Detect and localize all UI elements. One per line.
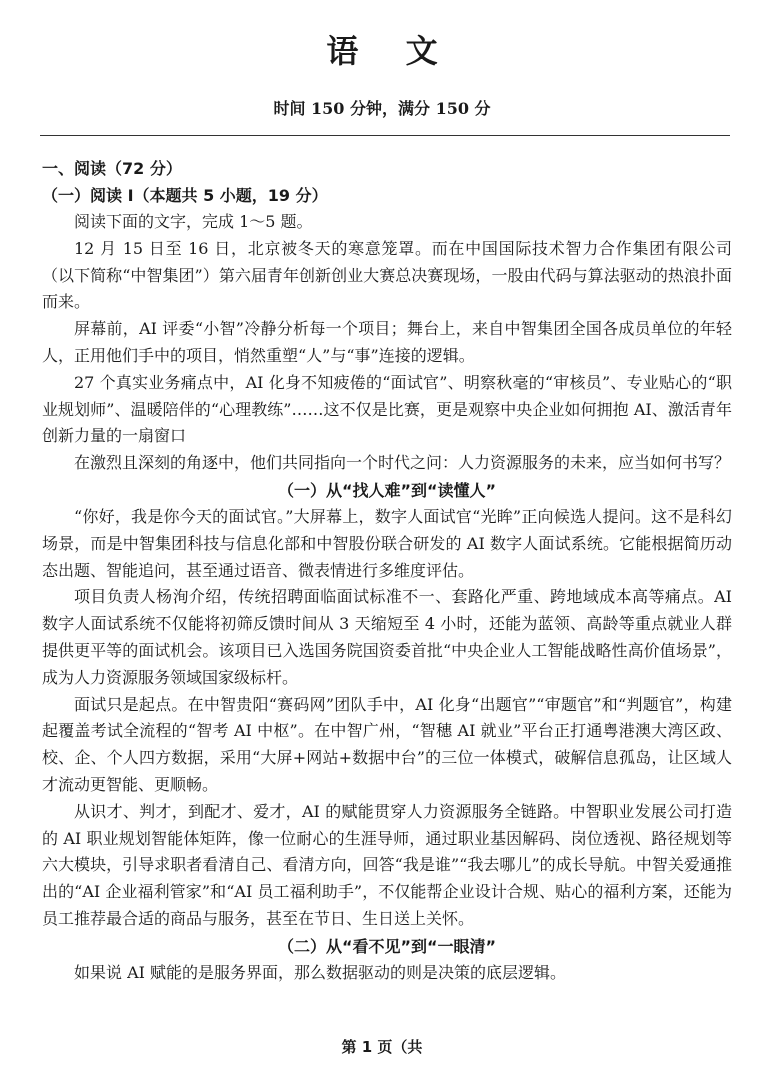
passage-paragraph: 在激烈且深刻的角逐中，他们共同指向一个时代之问：人力资源服务的未来，应当如何书写？ [74,453,731,473]
passage-paragraph: 如果说 AI 赋能的是服务界面，那么数据驱动的则是决策的底层逻辑。 [74,962,567,982]
page-number: 第 1 页（共 [341,1038,423,1056]
header-divider [40,135,730,136]
exam-time-info: 时间 150 分钟，满分 150 分 [273,99,491,118]
part-heading: （一）阅读 I（本题共 5 小题，19 分） [42,186,328,205]
subsection-heading: （二）从“看不见”到“一眼清” [277,936,497,956]
passage-paragraph: 面试只是起点。在中智贵阳“赛码网”团队手中，AI 化身“出题官”“审题官”和“判题官”，构建起覆盖考试全流程的“智考 AI 中枢”。在中智广州，“智穗 AI 就业”平台正打通粤港澳大湾区政、校、企、个人四方数据，采用“大屏+网站+数据中台”的三位一体模式，破解信息孤岛，让区域人才流动更智能、更顺畅。 [42,694,732,794]
passage-paragraph: 从识才、判才，到配才、爱才，AI 的赋能贯穿人力资源服务全链路。中智职业发展公司打造的 AI 职业规划智能体矩阵，像一位耐心的生涯导师，通过职业基因解码、岗位透视、路径规划等六大模块，引导求职者看清自己、看清方向，回答“我是谁”“我去哪儿”的成长导航。中智关爱通推出的“AI 企业福利管家”和“AI 员工福利助手”，不仅能帮企业设计合规、贴心的福利方案，还能为员工推荐最合适的商品与服务，甚至在节日、生日送上关怀。 [42,801,732,928]
subsection-heading: （一）从“找人难”到“读懂人” [277,480,497,500]
page-title: 语 文 [326,32,456,70]
passage-paragraph: 屏幕前，AI 评委“小智”冷静分析每一个项目；舞台上，来自中智集团全国各成员单位的年轻人，正用他们手中的项目，悄然重塑“人”与“事”连接的逻辑。 [42,319,732,365]
passage-paragraph: 项目负责人杨洵介绍，传统招聘面临面试标准不一、套路化严重、跨地域成本高等痛点。AI 数字人面试系统不仅能将初筛反馈时间从 3 天缩短至 4 小时，还能为蓝领、高龄等重点就业人群提供更平等的面试机会。该项目已入选国务院国资委首批“中央企业人工智能战略性高价值场景”，成为人力资源服务领域国家级标杆。 [42,587,732,687]
passage-paragraph: 12 月 15 日至 16 日，北京被冬天的寒意笼罩。而在中国国际技术智力合作集团有限公司（以下简称“中智集团”）第六届青年创新创业大赛总决赛现场，一股由代码与算法驱动的热浪扑面而来。 [42,238,732,312]
section-heading: 一、阅读（72 分） [42,159,182,178]
exam-content [42,155,732,987]
passage-paragraph: “你好，我是你今天的面试官。”大屏幕上，数字人面试官“光眸”正向候选人提问。这不是科幻场景，而是中智集团科技与信息化部和中智股份联合研发的 AI 数字人面试系统。它能根据简历动态出题、智能追问，甚至通过语音、微表情进行多维度评估。 [42,506,732,580]
passage-paragraph: 27 个真实业务痛点中，AI 化身不知疲倦的“面试官”、明察秋毫的“审核员”、专业贴心的“职业规划师”、温暖陪伴的“心理教练”……这不仅是比赛，更是观察中央企业如何拥抱 AI、激活青年创新力量的一扇窗口 [42,372,732,446]
instruction-text: 阅读下面的文字，完成 1～5 题。 [74,212,313,231]
